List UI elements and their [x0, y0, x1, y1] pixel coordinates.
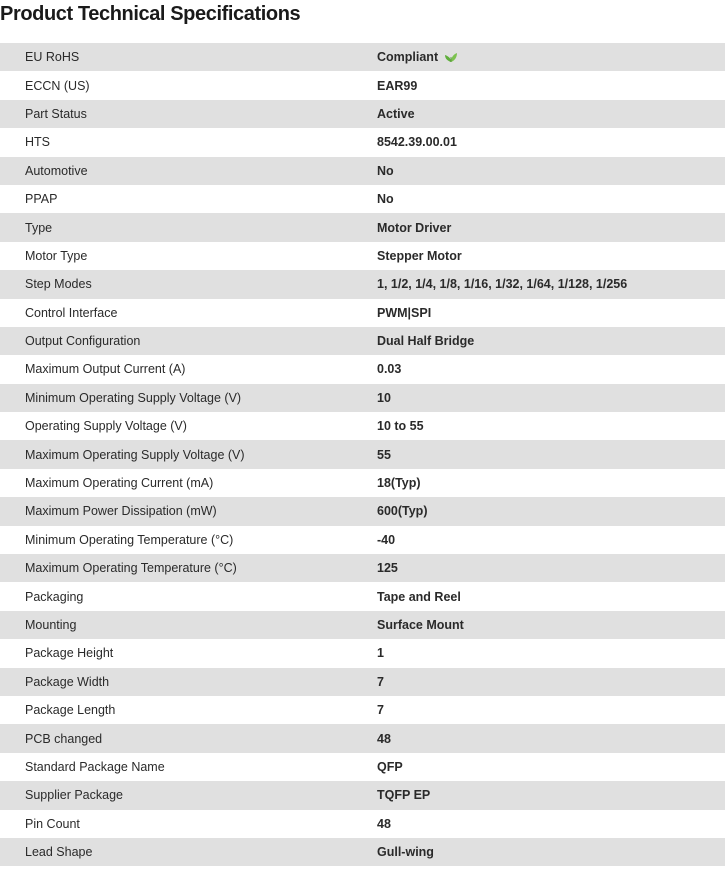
spec-value: 0.03 [377, 362, 402, 377]
spec-value: No [377, 192, 394, 207]
spec-label: HTS [25, 135, 50, 150]
spec-row-ppap [0, 185, 725, 213]
spec-row-package-height [0, 639, 725, 667]
spec-value: Gull-wing [377, 845, 434, 860]
spec-row-min-supply-voltage [0, 384, 725, 412]
spec-value: 125 [377, 561, 398, 576]
spec-value: PWM|SPI [377, 305, 432, 320]
spec-label: Maximum Output Current (A) [25, 362, 186, 377]
spec-label: Output Configuration [25, 334, 141, 349]
spec-value: 18(Typ) [377, 476, 421, 491]
spec-label: Standard Package Name [25, 759, 165, 774]
spec-value: 600(Typ) [377, 504, 428, 519]
spec-value-cell [377, 50, 458, 64]
spec-label: Package Length [25, 703, 116, 718]
spec-label: Motor Type [25, 248, 88, 263]
spec-value: -40 [377, 532, 396, 547]
spec-row-output-configuration [0, 327, 725, 355]
leaf-icon [444, 51, 458, 63]
spec-row-package-width [0, 668, 725, 696]
spec-row-standard-package-name [0, 753, 725, 781]
spec-value: Tape and Reel [377, 589, 461, 604]
spec-label: Package Width [25, 674, 110, 689]
spec-label: Step Modes [25, 277, 92, 292]
spec-row-eccn [0, 71, 725, 99]
spec-label: Minimum Operating Supply Voltage (V) [25, 390, 242, 405]
spec-label: Automotive [25, 163, 88, 178]
spec-row-pin-count [0, 810, 725, 838]
spec-label: Pin Count [25, 816, 80, 831]
spec-value: 10 [377, 390, 391, 405]
spec-value: 1, 1/2, 1/4, 1/8, 1/16, 1/32, 1/64, 1/128, 1/256 [377, 277, 628, 292]
spec-value: 7 [377, 674, 384, 689]
spec-row-mounting [0, 611, 725, 639]
spec-label: Mounting [25, 618, 77, 632]
page-title: Product Technical Specifications [0, 3, 301, 25]
spec-value: 1 [377, 646, 384, 661]
spec-row-supply-voltage [0, 412, 725, 440]
spec-label: Maximum Power Dissipation (mW) [25, 504, 217, 519]
spec-label: Operating Supply Voltage (V) [25, 419, 187, 434]
spec-value: Stepper Motor [377, 248, 462, 263]
spec-label: Maximum Operating Current (mA) [25, 476, 214, 491]
spec-label: Maximum Operating Supply Voltage (V) [25, 447, 245, 462]
spec-label: PCB changed [25, 731, 103, 746]
spec-label: Package Height [25, 646, 114, 661]
spec-row-supplier-package [0, 781, 725, 809]
spec-row-hts [0, 128, 725, 156]
spec-label: EU RoHS [25, 50, 80, 65]
spec-label: Type [25, 220, 53, 235]
spec-value: EAR99 [377, 78, 418, 93]
spec-row-type [0, 213, 725, 241]
spec-row-automotive [0, 157, 725, 185]
spec-row-max-power-dissipation [0, 497, 725, 525]
spec-row-max-output-current [0, 355, 725, 383]
spec-row-motor-type [0, 242, 725, 270]
spec-label: Supplier Package [25, 788, 123, 803]
spec-value: TQFP EP [377, 788, 431, 803]
spec-value: 10 to 55 [377, 419, 424, 434]
spec-row-eu-rohs [0, 43, 725, 71]
spec-row-packaging [0, 582, 725, 610]
spec-value: Active [377, 106, 415, 121]
spec-value: 48 [377, 816, 391, 831]
spec-label: ECCN (US) [25, 78, 90, 93]
spec-value: 48 [377, 731, 391, 746]
spec-table [0, 43, 725, 866]
spec-value: 8542.39.00.01 [377, 135, 457, 150]
spec-label: Maximum Operating Temperature (°C) [25, 561, 237, 576]
spec-row-part-status [0, 100, 725, 128]
spec-value: No [377, 163, 394, 178]
spec-row-pcb-changed [0, 724, 725, 752]
spec-row-step-modes [0, 270, 725, 298]
spec-row-max-operating-temp [0, 554, 725, 582]
spec-value: 55 [377, 447, 391, 462]
spec-row-min-operating-temp [0, 526, 725, 554]
spec-value: Surface Mount [377, 618, 464, 632]
spec-value: Dual Half Bridge [377, 334, 475, 349]
spec-value: QFP [377, 759, 403, 774]
spec-row-control-interface [0, 299, 725, 327]
spec-row-max-operating-current [0, 469, 725, 497]
spec-label: Packaging [25, 589, 84, 604]
spec-label: Part Status [25, 106, 87, 121]
spec-value: Motor Driver [377, 220, 452, 235]
spec-label: PPAP [25, 192, 58, 207]
spec-label: Minimum Operating Temperature (°C) [25, 532, 234, 547]
spec-row-max-supply-voltage [0, 440, 725, 468]
spec-label: Control Interface [25, 305, 118, 320]
spec-value: Compliant [377, 50, 439, 65]
spec-row-package-length [0, 696, 725, 724]
spec-label: Lead Shape [25, 845, 93, 860]
spec-value: 7 [377, 703, 384, 718]
spec-row-lead-shape [0, 838, 725, 866]
